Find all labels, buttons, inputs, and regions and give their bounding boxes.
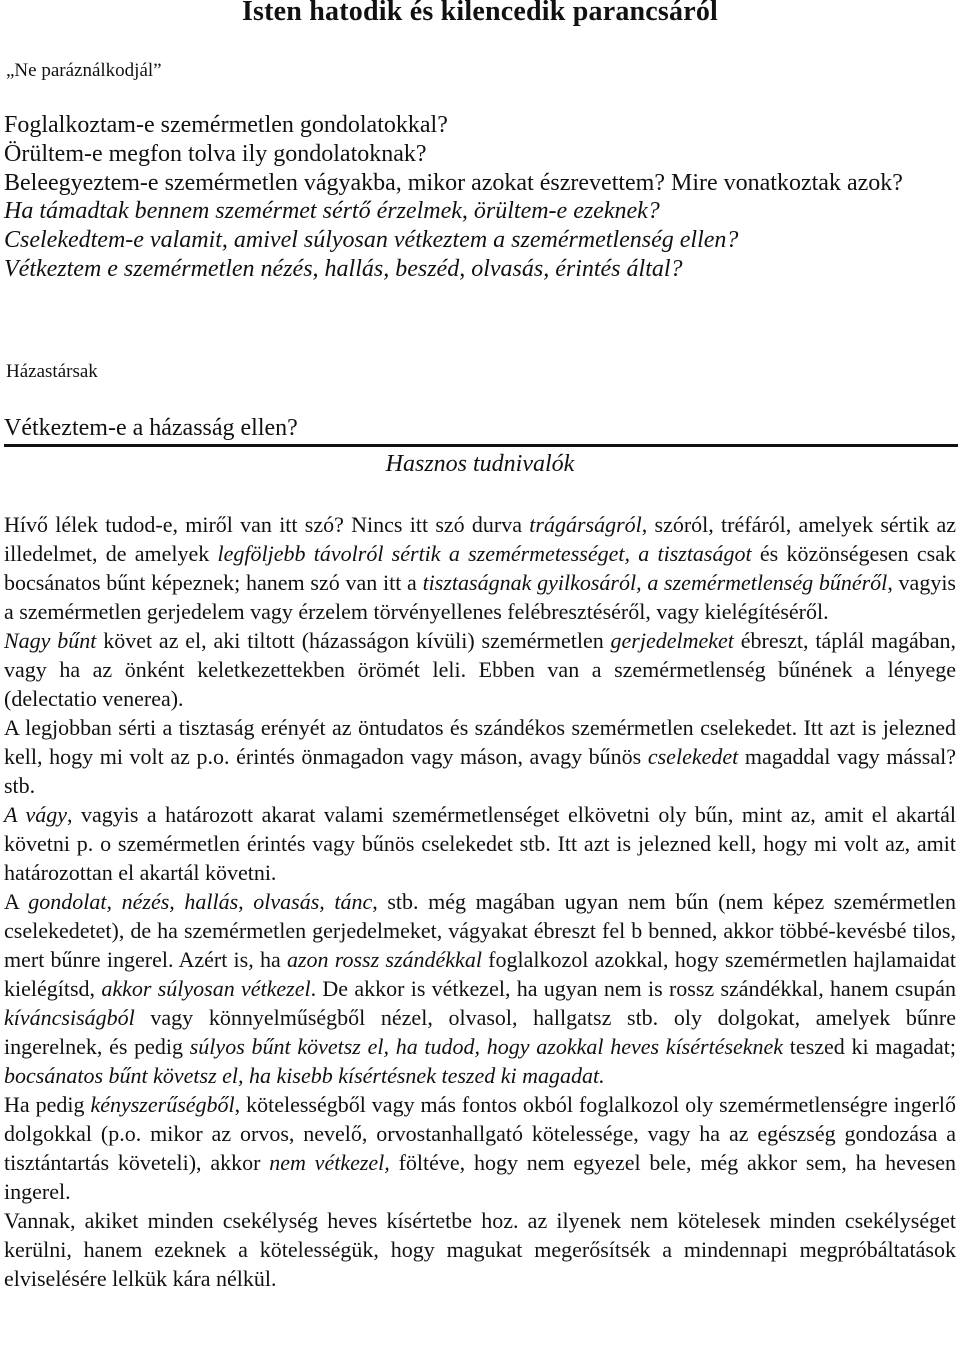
text-run: , stb. még magában ugyan nem bűn (nem képez szemérmetlen cselekedetet), de ha szemérmetlen gerjedelmeket, vágyakat ébreszt fel b benned, akkor többé-kevésbé tilos, mert bűnre ingerel. Azért is, ha — [4, 889, 956, 972]
text-run: , szóról, tréfáról, amelyek sértik az illedelmet, de amelyek — [4, 512, 956, 566]
question-line: Cselekedtem-e valamit, amivel súlyosan vétkeztem a szemérmetlenség ellen? — [4, 227, 739, 254]
text-run: Ha pedig — [4, 1092, 91, 1117]
italic-run: nem vétkezel, — [269, 1150, 390, 1175]
section-label-commandment: „Ne paráználkodjál” — [6, 60, 162, 81]
text-run: , kötelességből vagy más fontos okból foglalkozol oly szemérmetlenségre ingerlő dolgokkal (p.o. mikor az orvos, nevelő, orvostanhallgató kötelessége, vagy ha az egészség gondozása a tisztántartás követeli), akkor — [4, 1092, 956, 1175]
italic-run: tisztaságnak gyilkosáról, a szemérmetlenség bűnéről — [422, 570, 888, 595]
text-run: magaddal vagy mással? stb. — [4, 744, 956, 798]
text-run: , vagyis a határozott akarat valami szemérmetlenséget elkövetni oly bűn, mint az, amit el akartál követni p. o szemérmetlen érintés vagy bűnös cselekedet stb. Itt azt is jelezned kell, hogy mi volt az, amit határozottan el akartál követni. — [4, 802, 956, 885]
italic-run: Nagy bűnt — [4, 628, 97, 653]
italic-run: kényszerűségből — [90, 1092, 235, 1117]
text-run: A — [4, 889, 29, 914]
italic-run: akkor súlyosan vétkezel — [101, 976, 311, 1001]
text-run: Hívő lélek tudod-e, miről van itt szó? Nincs itt szó durva — [4, 512, 530, 537]
italic-run: bocsánatos bűnt követsz el, ha kisebb kísértésnek teszed ki magadat. — [4, 1063, 605, 1088]
paragraph — [4, 626, 956, 713]
text-run: vagy könnyelműségből nézel, olvasol, hallgatsz stb. oly dolgokat, amelyek bűnre ingerelnek, és pedig — [4, 1005, 956, 1059]
text-run: foglalkozol azokkal, hogy szemérmetlen hajlamaidat kielégítsd, — [4, 947, 956, 1001]
text-run: és közönségesen csak bocsánatos bűnt képeznek; hanem szó van itt a — [4, 541, 956, 595]
italic-run: azon rossz szándékkal — [286, 947, 482, 972]
page-title — [0, 0, 960, 28]
paragraph — [4, 887, 956, 1090]
paragraph — [4, 1206, 956, 1293]
spouses-question — [4, 414, 956, 443]
section-label-spouses: Házastársak — [6, 361, 98, 382]
page-title-text: Isten hatodik és kilencedik parancsáról — [241, 0, 719, 27]
italic-run: kíváncsiságból — [4, 1005, 135, 1030]
text-run: , vagyis a szemérmetlen gerjedelem vagy érzelem törvényellenes felébresztéséről, vagy kielégítéséről. — [4, 570, 956, 624]
text-run: ébreszt, táplál magában, vagy ha az önként keletkezettekben örömét leli. Ebben van a szemérmetlenség bűnének a lényege (delectatio venerea). — [4, 628, 956, 711]
paragraph — [4, 800, 956, 887]
italic-run: trágárságról — [529, 512, 642, 537]
text-run: föltéve, hogy nem egyezel bele, még akkor sem, ha hevesen ingerel. — [4, 1150, 957, 1204]
text-run: A legjobban sérti a tisztaság erényét az öntudatos és szándékos szemérmetlen cselekedet. Itt azt is jelezned kell, hogy mi volt az p.o. érintés önmagadon vagy máson, avagy bűnös — [4, 715, 956, 769]
text-run: Vannak, akiket minden csekélység heves kísértetbe hoz. az ilyenek nem kötelesek minden csekélységet kerülni, hanem ezeknek a kötelességük, hogy magukat megerősítsék a mindennapi megpróbáltatások elviselésére lelkük kára nélkül. — [4, 1208, 956, 1291]
italic-run: legföljebb távolról sértik a szemérmetességet, a tisztaságot — [217, 541, 752, 566]
text-run: teszed ki magadat; — [783, 1034, 956, 1059]
paragraph — [4, 510, 956, 626]
text-run: . De akkor is vétkezel, ha ugyan nem is rossz szándékkal, hanem csupán — [310, 976, 956, 1001]
question-line: Vétkeztem e szemérmetlen nézés, hallás, beszéd, olvasás, érintés által? — [4, 255, 683, 282]
examination-questions — [4, 111, 956, 284]
paragraph — [4, 713, 956, 800]
italic-run: gerjedelmeket — [610, 628, 734, 653]
question-line: Vétkeztem-e a házasság ellen? — [4, 415, 298, 441]
italic-run: gondolat, nézés, hallás, olvasás, tánc — [28, 889, 373, 914]
italic-run: A vágy — [4, 802, 68, 827]
paragraph — [4, 1090, 956, 1206]
text-run: követ az el, aki tiltott (házasságon kívüli) szemérmetlen — [96, 628, 611, 653]
question-line: Beleegyeztem-e szemérmetlen vágyakba, mikor azokat észrevettem? Mire vonatkoztak azok? — [4, 169, 903, 196]
body-text — [4, 510, 956, 1293]
question-line: Örültem-e megfon tolva ily gondolatoknak? — [4, 140, 427, 167]
horizontal-rule — [4, 444, 958, 447]
question-line: Foglalkoztam-e szemérmetlen gondolatokkal? — [4, 112, 448, 138]
italic-run: cselekedet — [647, 744, 739, 769]
italic-run: súlyos bűnt követsz el, ha tudod, hogy azokkal heves kísértéseknek — [189, 1034, 784, 1059]
question-line: Ha támadtak bennem szemérmet sértő érzelmek, örültem-e ezeknek? — [4, 198, 660, 225]
useful-info-heading: Hasznos tudnivalók — [385, 451, 575, 477]
